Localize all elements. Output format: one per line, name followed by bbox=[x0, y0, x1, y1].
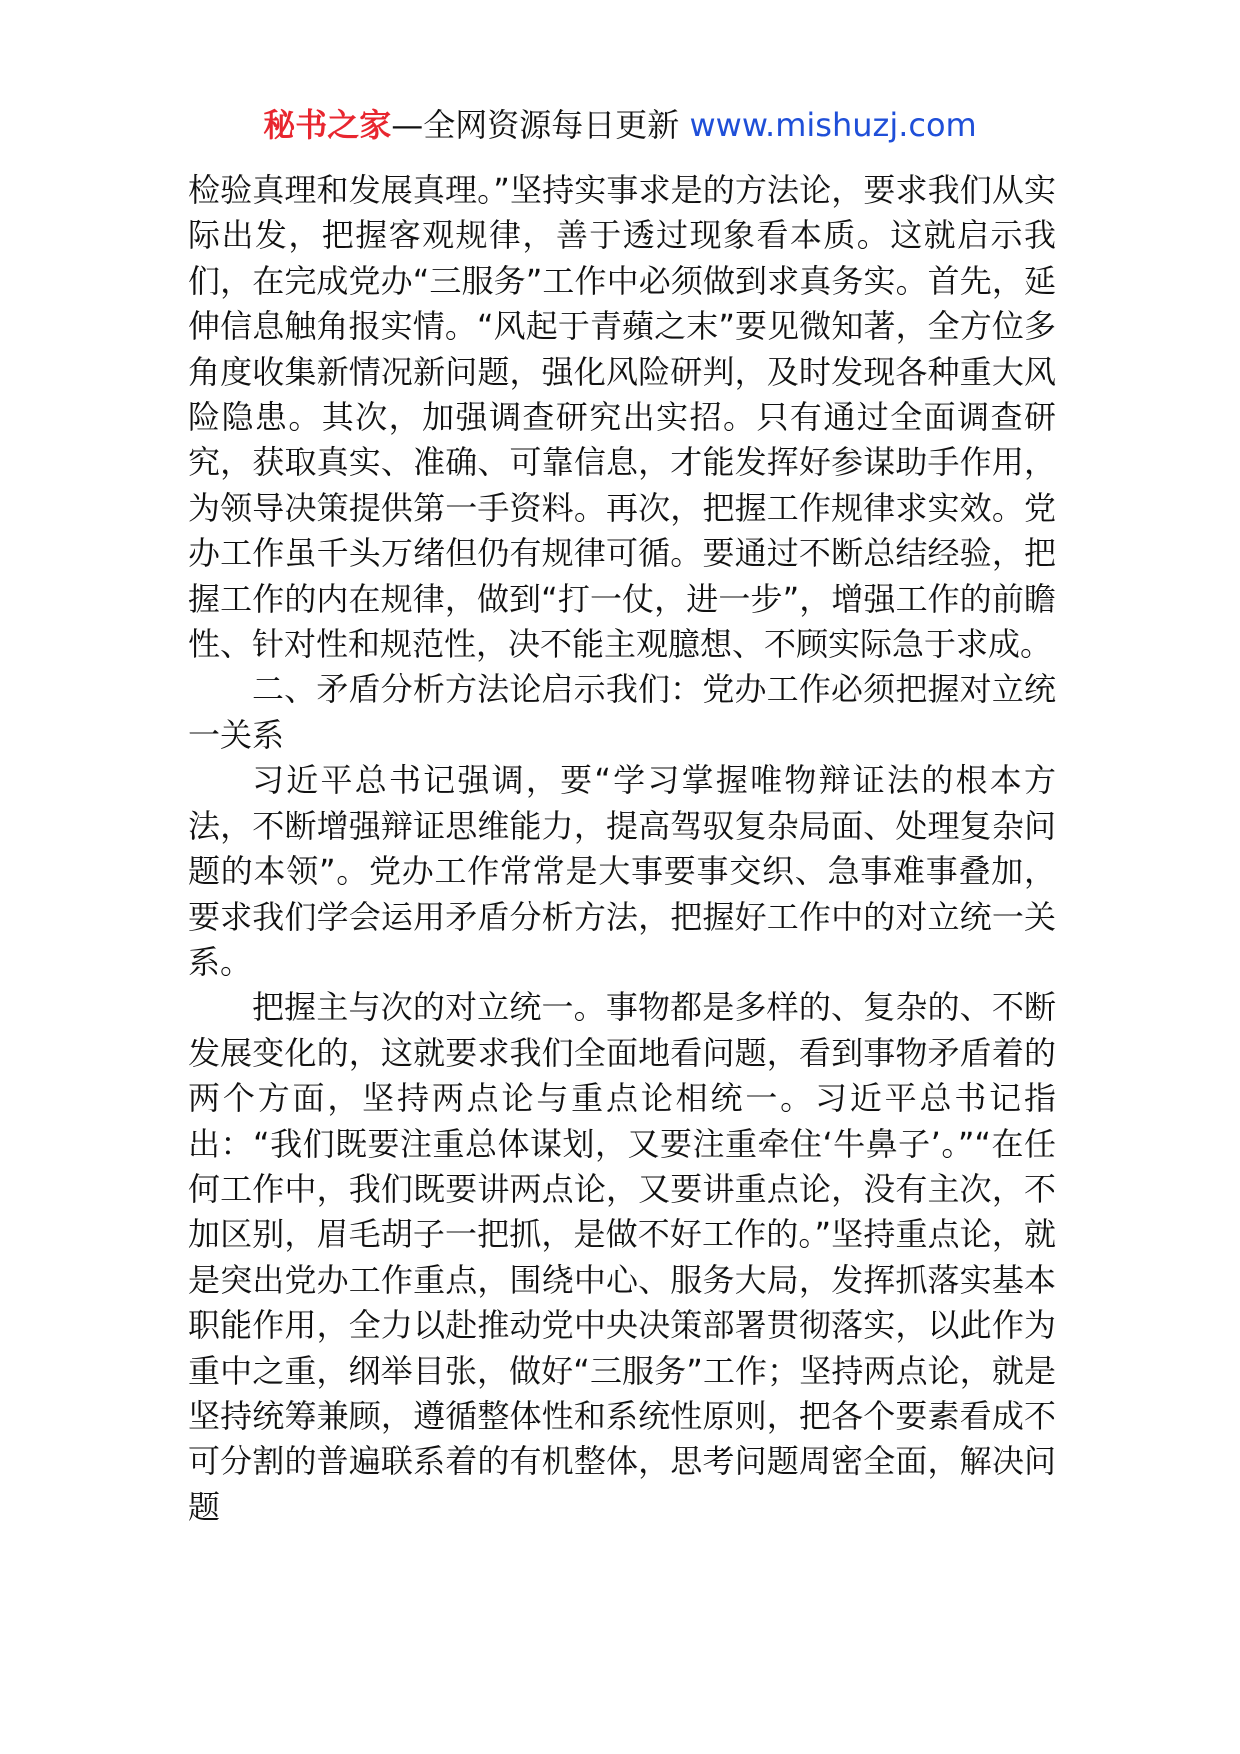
section-heading: 二、矛盾分析方法论启示我们：党办工作必须把握对立统一关系 bbox=[188, 670, 1056, 754]
brand-name: 秘书之家 bbox=[263, 106, 392, 144]
paragraph: 把握主与次的对立统一。事物都是多样的、复杂的、不断发展变化的，这就要求我们全面地看问题，看到事物矛盾着的两个方面，坚持两点论与重点论相统一。习近平总书记指出：“我们既要注重总体谋划，又要注重牵住‘牛鼻子’。”“在任何工作中，我们既要讲两点论，又要讲重点论，没有主次，不加区别，眉毛胡子一把抓，是做不好工作的。”坚持重点论，就是突出党办工作重点，围绕中心、服务大局，发挥抓落实基本职能作用，全力以赴推动党中央决策部署贯彻落实，以此作为重中之重，纲举目张，做好“三服务”工作；坚持两点论，就是坚持统筹兼顾，遵循整体性和系统性原则，把各个要素看成不可分割的普遍联系着的有机整体，思考问题周密全面，解决问题 bbox=[188, 988, 1056, 1526]
website-link[interactable]: www.mishuzj.com bbox=[689, 106, 977, 144]
page-header bbox=[0, 100, 1240, 150]
document-body bbox=[188, 168, 1056, 1530]
paragraph: 习近平总书记强调，要“学习掌握唯物辩证法的根本方法，不断增强辩证思维能力，提高驾驭复杂局面、处理复杂问题的本领”。党办工作常常是大事要事交织、急事难事叠加，要求我们学会运用矛盾分析方法，把握好工作中的对立统一关系。 bbox=[188, 761, 1056, 981]
paragraph-continuation: 检验真理和发展真理。”坚持实事求是的方法论，要求我们从实际出发，把握客观规律，善于透过现象看本质。这就启示我们，在完成党办“三服务”工作中必须做到求真务实。首先，延伸信息触角报实情。“风起于青蘋之末”要见微知著，全方位多角度收集新情况新问题，强化风险研判，及时发现各种重大风险隐患。其次，加强调查研究出实招。只有通过全面调查研究，获取真实、准确、可靠信息，才能发挥好参谋助手作用，为领导决策提供第一手资料。再次，把握工作规律求实效。党办工作虽千头万绪但仍有规律可循。要通过不断总结经验，把握工作的内在规律，做到“打一仗，进一步”，增强工作的前瞻性、针对性和规范性，决不能主观臆想、不顾实际急于求成。 bbox=[188, 171, 1056, 664]
header-slogan: —全网资源每日更新 bbox=[391, 106, 680, 144]
